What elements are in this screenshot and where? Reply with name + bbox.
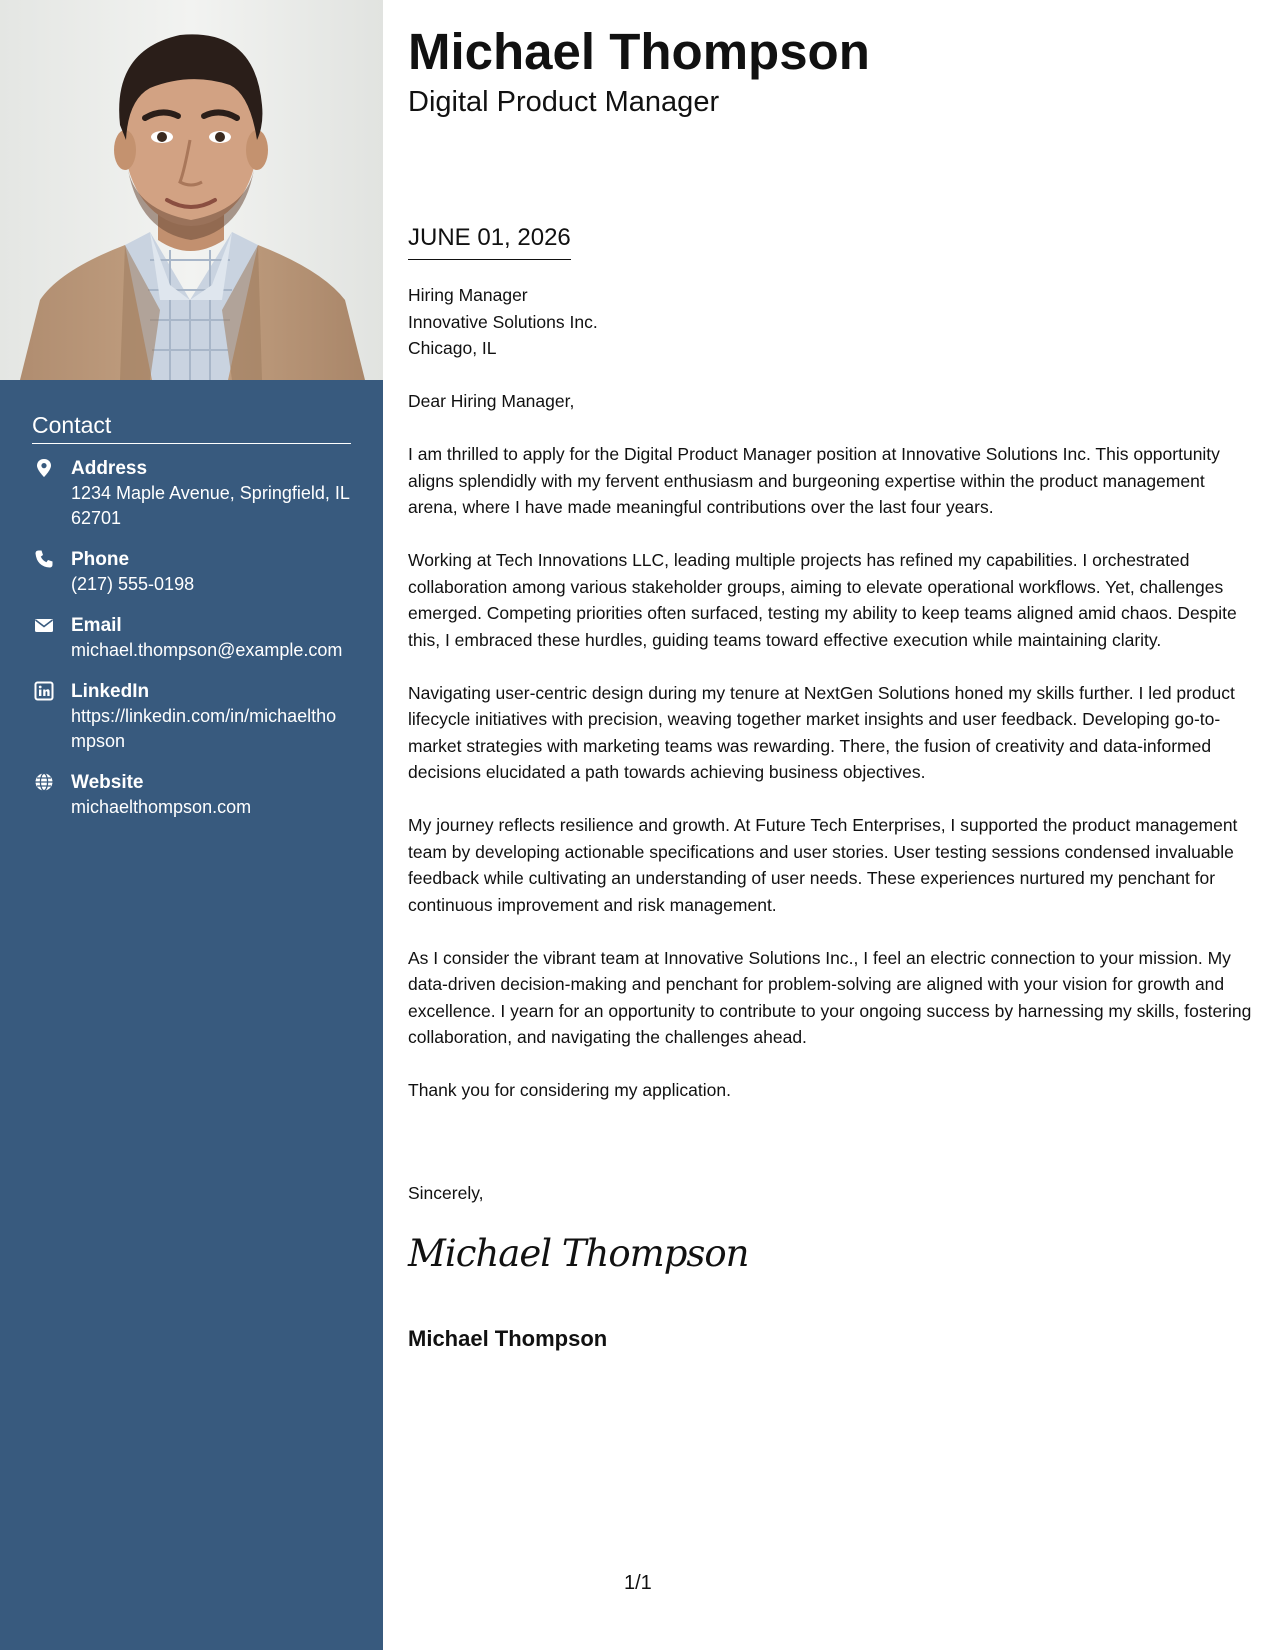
contact-item-linkedin (32, 679, 351, 754)
page-number: 1/1 (624, 1572, 652, 1594)
profile-photo (0, 0, 383, 380)
contact-label: Phone (71, 549, 130, 570)
signed-name: Michael Thompson (408, 1326, 608, 1351)
closing: Sincerely, (408, 1183, 484, 1203)
sidebar (0, 0, 383, 1650)
contact-label: Website (71, 772, 144, 793)
recipient-line: Innovative Solutions Inc. (408, 311, 598, 332)
salutation: Dear Hiring Manager, (408, 391, 575, 411)
email-link[interactable]: michael.thompson@example.com (71, 640, 343, 660)
body-paragraph: Working at Tech Innovations LLC, leading multiple projects has refined my capabilities. I orchestrated collaboration among various stakeholder groups, aiming to elevate operational workflows. Yet, challenges emerged. Competing priorities often surfaced, testing my ability to keep teams aligned amid chaos. Despite this, I embraced these hurdles, guiding teams toward effective execution while maintaining clarity. (408, 550, 1237, 650)
contact-item-address (32, 456, 351, 531)
website-link[interactable]: michaelthompson.com (71, 797, 252, 817)
contact-list (32, 456, 351, 836)
recipient-line: Chicago, IL (408, 338, 497, 358)
signature-text: Michael Thompson (408, 1232, 749, 1275)
contact-label: LinkedIn (71, 681, 150, 702)
location-pin-icon (34, 458, 54, 478)
applicant-name: Michael Thompson (408, 23, 870, 80)
handwritten-signature (408, 1232, 749, 1292)
letter-date: JUNE 01, 2026 (408, 222, 571, 260)
phone-icon (34, 549, 54, 569)
phone-value: (217) 555-0198 (71, 574, 195, 594)
linkedin-icon (34, 681, 54, 701)
body-paragraph: Navigating user-centric design during my tenure at NextGen Solutions honed my skills further. I led product lifecycle initiatives with precision, weaving together market insights and user feedback. Developing go-to-market strategies with marketing teams was rewarding. There, the fusion of creativity and data-informed decisions elucidated a path towards achieving business objectives. (408, 682, 1235, 782)
envelope-icon (34, 615, 54, 635)
body-paragraph: I am thrilled to apply for the Digital Product Manager position at Innovative Solutions Inc. This opportunity aligns splendidly with my fervent enthusiasm and burgeoning expertise within the product management arena, where I have made meaningful contributions over the last four years. (408, 444, 1220, 517)
recipient-block (408, 282, 1253, 362)
letter-body (408, 282, 1253, 1130)
linkedin-link[interactable]: https://linkedin.com/in/michaelthompson (71, 706, 337, 751)
address-value: 1234 Maple Avenue, Springfield, IL 62701 (71, 483, 350, 528)
job-title: Digital Product Manager (408, 86, 720, 118)
contact-heading: Contact (32, 412, 351, 444)
contact-item-website (32, 770, 351, 820)
contact-label: Email (71, 615, 122, 636)
contact-label: Address (71, 458, 148, 479)
body-paragraph: As I consider the vibrant team at Innovative Solutions Inc., I feel an electric connection to your mission. My data-driven decision-making and penchant for problem-solving are aligned with your vision for growth and excellence. I yearn for an opportunity to contribute to your ongoing success by harnessing my skills, fostering collaboration, and navigating the challenges ahead. (408, 947, 1252, 1047)
contact-item-email (32, 613, 351, 663)
recipient-line: Hiring Manager (408, 285, 528, 305)
thank-you-line: Thank you for considering my application. (408, 1080, 731, 1100)
globe-icon (34, 772, 54, 792)
body-paragraph: My journey reflects resilience and growth. At Future Tech Enterprises, I supported the product management team by developing actionable specifications and user stories. User testing sessions condensed invaluable feedback while cultivating an understanding of user needs. These experiences nurtured my penchant for continuous improvement and risk management. (408, 815, 1238, 915)
contact-item-phone (32, 547, 351, 597)
